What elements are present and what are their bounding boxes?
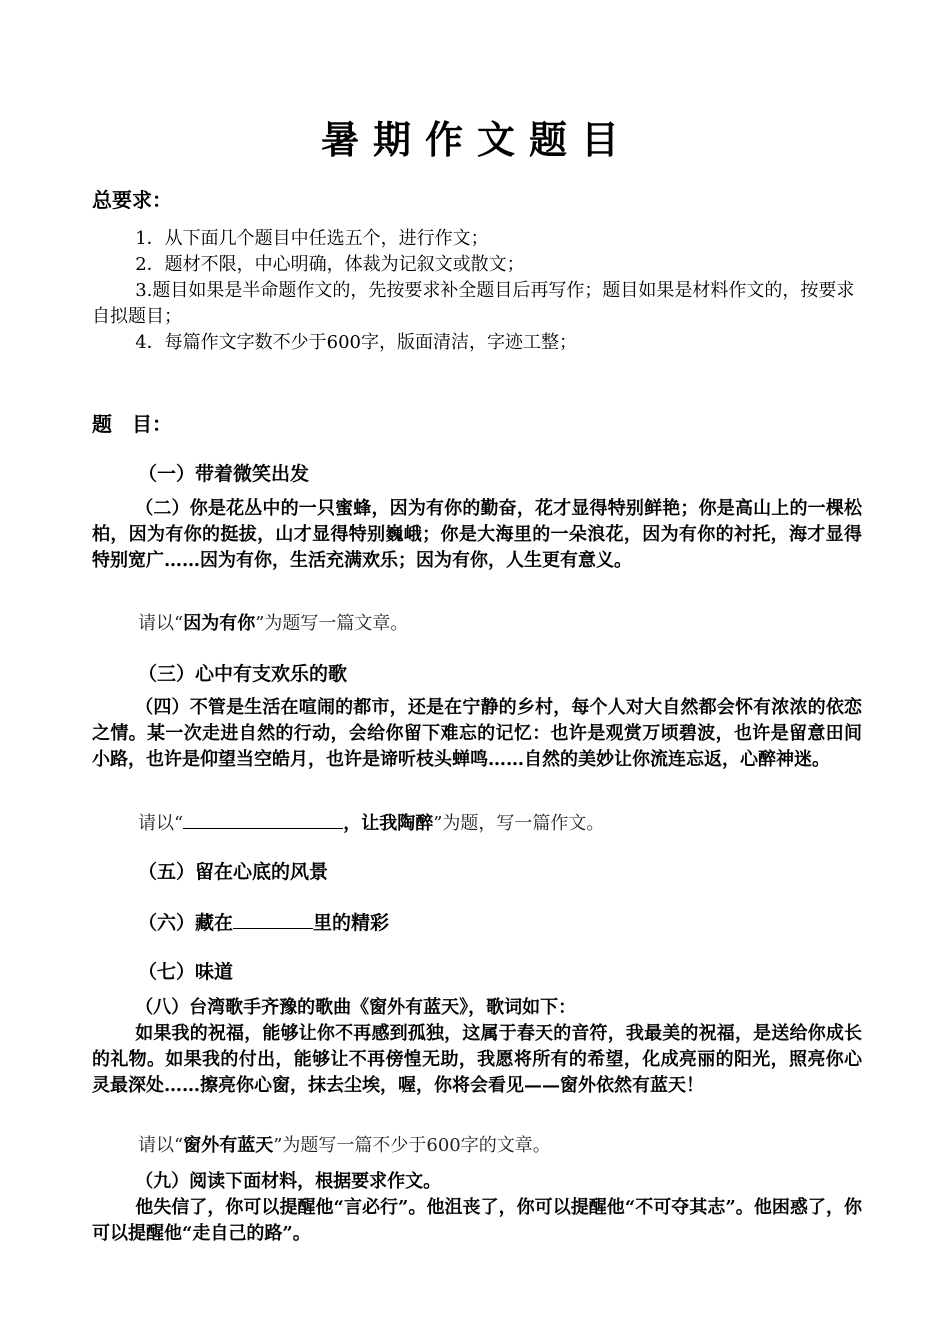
topic-4-title: ，让我陶醉	[343, 813, 434, 834]
topic-4-number: （四）	[135, 697, 190, 718]
requirement-item: 3.题目如果是半命题作文的，先按要求补全题目后再写作；题目如果是材料作文的，按要求自拟题目；	[92, 280, 855, 327]
topics-heading: 题 目：	[92, 412, 172, 436]
topic-2-text: 你是花丛中的一只蜜蜂，因为有你的勤奋，花才显得特别鲜艳；你是高山上的一棵松柏，因为有你的挺拔，山才显得特别巍峨；你是大海里的一朵浪花，因为有你的衬托，海才显得特别宽广……因为有你，生活充满欢乐；因为有你，人生更有意义。	[92, 498, 863, 571]
topic-8-title: 窗外有蓝天	[183, 1135, 274, 1156]
topic-7: （七）味道	[138, 961, 234, 983]
page-title: 暑期作文题目	[320, 118, 633, 162]
topic-1: （一）带着微笑出发	[138, 463, 310, 485]
requirement-item: 2．题材不限，中心明确，体裁为记叙文或散文；	[135, 254, 525, 275]
topic-2-passage	[92, 496, 862, 574]
topic-8-intro: （八）台湾歌手齐豫的歌曲《窗外有蓝天》，歌词如下：	[135, 997, 577, 1018]
topic-9-material: 他失信了，你可以提醒他“言必行”。他沮丧了，你可以提醒他“不可夺其志”。他困惑了，你可以提醒他“走自己的路”。	[92, 1197, 862, 1244]
topic-8-instruction: 请以“窗外有蓝天”为题写一篇不少于600字的文章。	[138, 1135, 551, 1156]
topic-5: （五）留在心底的风景	[138, 861, 329, 883]
topic-2-number: （二）	[135, 498, 190, 519]
topic-4-text: 不管是生活在喧闹的都市，还是在宁静的乡村，每个人对大自然都会怀有浓浓的依恋之情。某一次走进自然的行动，会给你留下难忘的记忆：也许是观赏万顷碧波，也许是留意田间小路，也许是仰望当空皓月，也许是谛听枝头蝉鸣……自然的美妙让你流连忘返，心醉神迷。	[92, 697, 863, 770]
topic-2-title: 因为有你	[183, 613, 256, 634]
topic-8-lyrics: 如果我的祝福，能够让你不再感到孤独，这属于春天的音符，我最美的祝福，是送给你成长的礼物。如果我的付出，能够让不再傍惶无助，我愿将所有的希望，化成亮丽的阳光，照亮你心灵最深处……擦亮你心窗，抹去尘埃，喔，你将会看见——窗外依然有蓝天！	[92, 1023, 862, 1096]
requirement-item: 1．从下面几个题目中任选五个，进行作文；	[135, 228, 489, 249]
fill-in-blank	[183, 808, 343, 829]
topic-3: （三）心中有支欢乐的歌	[138, 663, 348, 685]
requirement-item: 4．每篇作文字数不少于600字，版面清洁，字迹工整；	[135, 332, 577, 353]
topic-4-instruction: 请以“ ，让我陶醉”为题，写一篇作文。	[138, 808, 604, 838]
topic-6: （六）藏在 里的精彩	[138, 908, 389, 937]
requirements-list	[92, 226, 862, 356]
topic-4-passage	[92, 695, 862, 773]
requirements-heading: 总要求：	[92, 188, 172, 212]
topic-9-intro: （九）阅读下面材料，根据要求作文。	[135, 1171, 442, 1192]
fill-in-blank	[233, 908, 313, 929]
topic-2-instruction: 请以“因为有你”为题写一篇文章。	[138, 613, 409, 634]
